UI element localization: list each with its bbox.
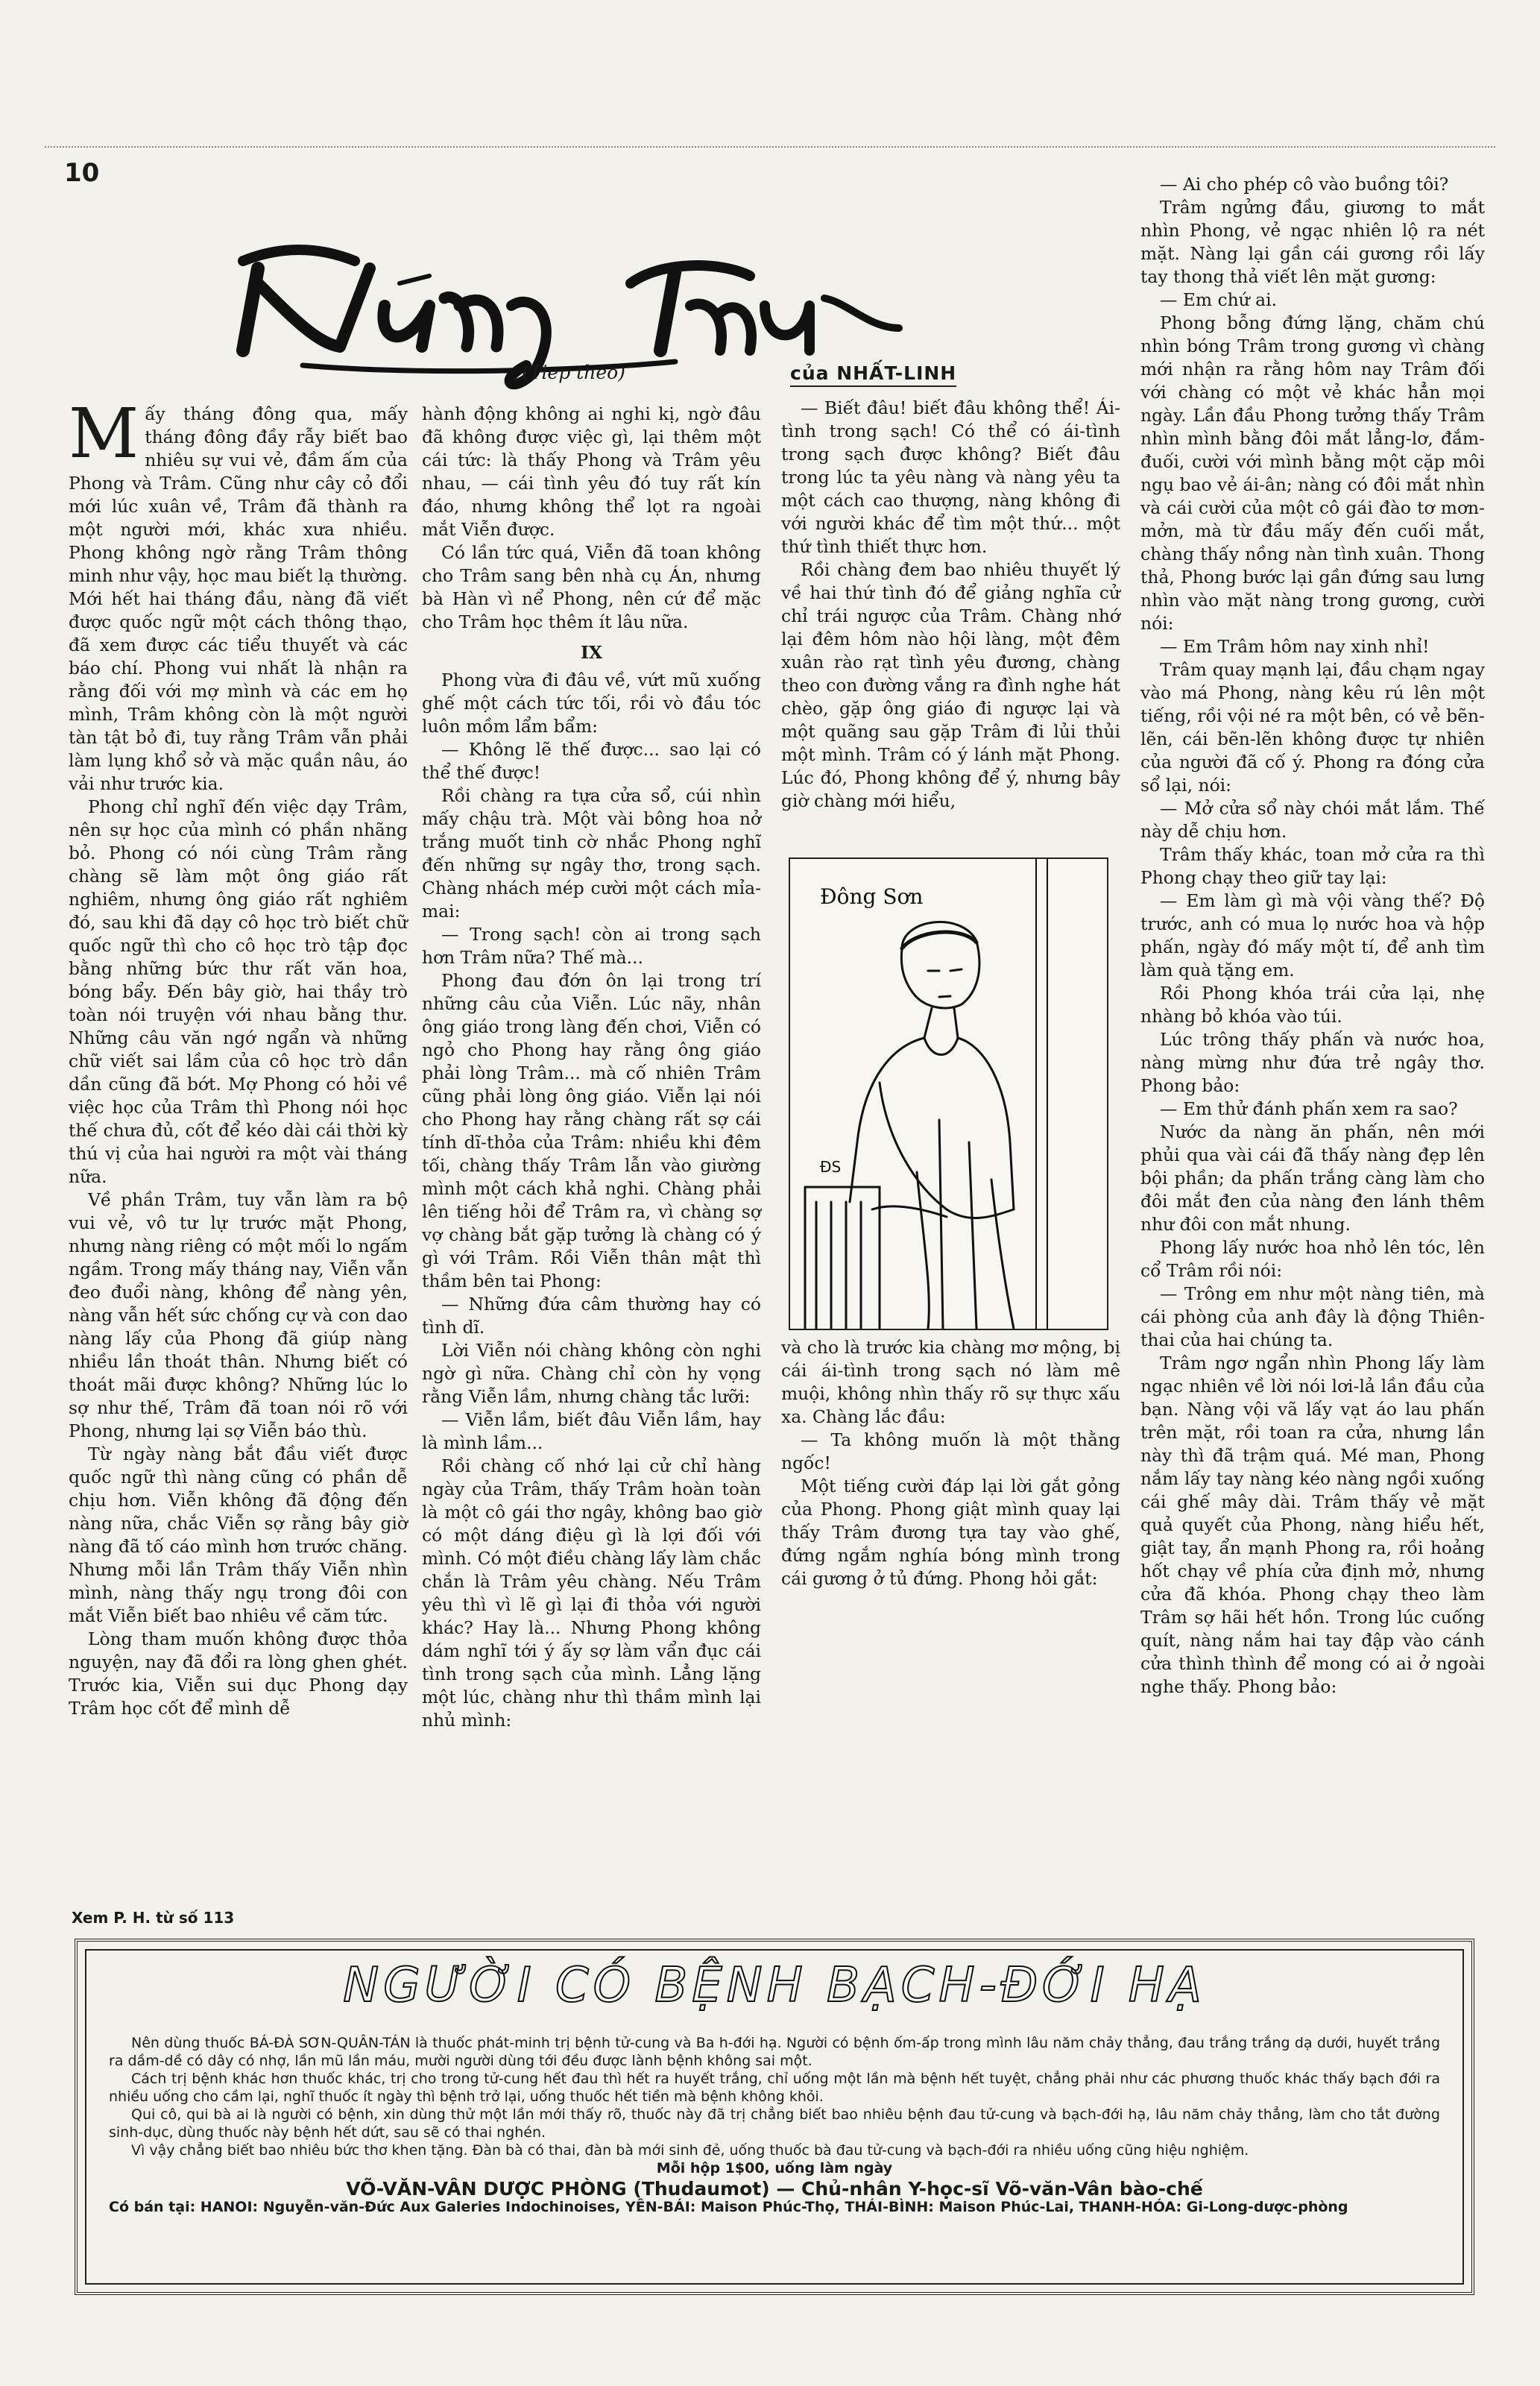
paragraph: Về phần Trâm, tuy vẫn làm ra bộ vui vẻ, vô tư lự trước mặt Phong, nhưng nàng riêng có một mối lo ngấm ngầm. Trong mấy tháng nay, Viễn vẫn đeo đuổi nàng, không để nàng yên, nàng vẫn hết sức chống cự và con dao nàng lấy của Phong đã giúp nàng nhiều lần thoát thân. Nhưng biết có thoát mãi được không? Những lúc lo sợ như thế, Trâm đã toan nói rõ với Phong, nhưng lại sợ Viễn báo thù. — [69, 1189, 408, 1441]
paragraph: Lời Viễn nói chàng không còn nghi ngờ gì nữa. Chàng chỉ còn hy vọng rằng Viễn lầm, nhưng chàng tắc lưỡi: — [422, 1340, 761, 1407]
paragraph: Có lần tức quá, Viễn đã toan không cho Trâm sang bên nhà cụ Án, nhưng bà Hàn vì nể Phong, nên cứ để mặc cho Trâm học thêm ít lâu nữa. — [422, 542, 761, 632]
advertisement-headline: NGƯỜI CÓ BỆNH BẠCH-ĐỚI HẠ — [343, 1958, 1206, 2013]
author-byline: của NHẤT-LINH — [790, 362, 956, 387]
ad-paragraph: Qui cô, qui bà ai là người có bệnh, xin dùng thử một lần mới thấy rõ, thuốc này đã trị chẳng biết bao nhiêu bệnh đau tử-cung và bạch-đới hạ, lâu năm chảy thẳng, làm cho tắt đường sinh-dục, dùng thuốc này bệnh hết dứt, sau sẽ có thai nghén. — [109, 2106, 1440, 2141]
paragraph: Rồi chàng đem bao nhiêu thuyết lý về hai thứ tình đó để giảng nghĩa cử chỉ trái ngược của Trâm. Chàng nhớ lại đêm hôm nào hội làng, một đêm xuân rào rạt tình yêu đương, chàng theo con đường vắng ra đình nghe hát chèo, gặp ông giáo đi ngược lại và một quãng sau gặp Trâm đi lủi thủi một mình. Trâm có ý lánh mặt Phong. Lúc đó, Phong không để ý, nhưng bây giờ chàng mới hiểu, — [781, 559, 1120, 811]
paragraph: — Ta không muốn là một thằng ngốc! — [781, 1429, 1120, 1473]
paragraph: — Em làm gì mà vội vàng thế? Độ trước, anh có mua lọ nước hoa và hộp phấn, ngày đó mấy một tí, để anh tìm làm quà tặng em. — [1140, 890, 1485, 980]
paragraph: Phong chỉ nghĩ đến việc dạy Trâm, nên sự học của mình có phần nhãng bỏ. Phong có nói cùng Trâm rằng chàng sẽ làm một ông giáo rất nghiêm, nhưng ông giáo rất nghiêm đó, sau khi đã dạy cô học trò biết chữ quốc ngữ thì cho cô học trò tập đọc bằng những bức thư rất văn hoa, bóng bẩy. Đến bây giờ, hai thầy trò toàn nói truyện với nhau bằng thư. Những câu văn ngớ ngẩn và những chữ viết sai lầm của cô học trò dần dần cũng đã bớt. Mợ Phong có hỏi về việc học của Trâm thì Phong nói học thế chưa đủ, cốt để kéo dài cái thời kỳ thú vị của hai người ra một vài tháng nữa. — [69, 796, 408, 1187]
paragraph: Từ ngày nàng bắt đầu viết được quốc ngữ thì nàng cũng có phần dễ chịu hơn. Viễn không đã động đến nàng nữa, chắc Viễn sợ rằng bây giờ nàng đã tố cáo mình hơn trước chăng. Nhưng mỗi lần Trâm thấy Viễn nhìn mình, nàng thấy ngụ trong đôi con mắt Viễn biết bao nhiêu về căm tức. — [69, 1444, 408, 1626]
article-column-4 — [1140, 173, 1485, 1699]
paragraph: Phong đau đớn ôn lại trong trí những câu của Viễn. Lúc nãy, nhân ông giáo trong làng đến chơi, Viễn có ngỏ cho Phong hay rằng ông giáo phải lòng Trâm... mà cố nhiên Trâm cũng phải lòng ông giáo. Viễn lại nói cho Phong hay rằng chàng rất sợ cái tính dĩ-thỏa của Trâm: nhiều khi đêm tối, chàng thấy Trâm lẫn vào giường mình một cách khả nghi. Chàng phải lên tiếng hỏi để Trâm ra, vì chàng sợ vợ chàng bắt gặp tưởng là chàng có ý gì với Trâm. Rồi Viễn thân mật thì thầm bên tai Phong: — [422, 970, 761, 1291]
ad-stockists: Có bán tại: HANOI: Nguyễn-văn-Đức Aux Galeries Indochinoises, YÊN-BÁI: Maison Phúc-Thọ, THÁI-BÌNH: Maison Phúc-Lai, THANH-HÓA: Gi-Long-dược-phòng — [109, 2199, 1348, 2215]
ad-company: VÕ-VĂN-VÂN DƯỢC PHÒNG (Thudaumot) — Chủ-nhân Y-học-sĩ Võ-văn-Vân bào-chế — [346, 2178, 1203, 2200]
see-previous-issue-note: Xem P. H. từ số 113 — [72, 1909, 235, 1927]
ad-paragraph: Nên dùng thuốc BÁ-ĐÀ SƠN-QUÂN-TÁN là thuốc phát-minh trị bệnh tử-cung và Ba h-đới hạ. Người có bệnh ốm-ấp trong mình lâu năm chảy thẳng, đau trắng trắng dạ dưới, huyết trắng ra dầm-dề có dây có nhợ, lần mũ lần máu, mười người dùng tới đều được lành bệnh không sai một. — [109, 2035, 1440, 2069]
page-number: 10 — [64, 158, 100, 188]
advertisement-box — [75, 1939, 1474, 2295]
paragraph: — Không lẽ thế được... sao lại có thể thế được! — [422, 739, 761, 783]
woman-drawing — [790, 859, 1107, 1329]
paragraph: Lúc trông thấy phấn và nước hoa, nàng mừng như đứa trẻ ngây thơ. Phong bảo: — [1140, 1029, 1485, 1096]
opening-paragraph — [69, 394, 408, 796]
paragraph: Phong lấy nước hoa nhỏ lên tóc, lên cổ Trâm rồi nói: — [1140, 1237, 1485, 1281]
paragraph: Trâm ngơ ngẩn nhìn Phong lấy làm ngạc nhiên về lời nói lơi-lả lần đầu của bạn. Nàng vội vã lấy vạt áo lau phấn trên mặt, rồi toan ra cửa, nhưng lần này thì đã trậm quá. Mé man, Phong nắm lấy tay nàng kéo nàng ngồi xuống cái ghế mây dài. Trâm thấy vẻ mặt quả quyết của Phong, nàng hiểu hết, giật tay, ẩn mạnh Phong ra, rồi hoảng hốt chạy về phía cửa định mở, nhưng cửa đã khóa. Phong chạy theo làm Trâm sợ hãi hết hồn. Trong lúc cuống quít, nàng nắm hai tay đập vào cánh cửa thình thình để mong có ai ở ngoài nghe thấy. Phong bảo: — [1140, 1353, 1485, 1697]
paragraph: — Em Trâm hôm nay xinh nhỉ! — [1160, 636, 1430, 657]
illustration-woman-mirror — [789, 857, 1108, 1330]
paragraph: hành động không ai nghi kị, ngờ đâu đã không được việc gì, lại thêm một cái tức: là thấy Phong và Trâm yêu nhau, — cái tình yêu đó tuy rất kín đáo, nhưng không thể lọt ra ngoài mắt Viễn được. — [422, 403, 761, 540]
article-column-3-top — [781, 397, 1120, 813]
paragraph: — Em chứ ai. — [1160, 289, 1278, 310]
paragraph: Nước da nàng ăn phấn, nên mới phủi qua vài cái đã thấy nàng đẹp lên bội phần; da phấn trắng càng làm cho đôi mắt đen của nàng đen lánh thêm như đôi con mắt nhung. — [1140, 1121, 1485, 1235]
article-column-1 — [69, 394, 408, 1720]
advertisement-body — [109, 2034, 1440, 2216]
ad-paragraph: Cách trị bệnh khác hơn thuốc khác, trị cho trong tử-cung hết đau thì hết ra huyết trắng, chỉ uống một lần mà bệnh hết tuyệt, chẳng phải như các phương thuốc khác thấy bạch đới ra nhiều uống cho cầm lại, nghĩ thuốc ít ngày thì bệnh trở lại, uống thuốc hết tiền mà bệnh không khỏi. — [109, 2071, 1440, 2105]
paragraph: Lòng tham muốn không được thỏa nguyện, nay đã đổi ra lòng ghen ghét. Trước kia, Viễn sui dục Phong dạy Trâm học cốt để mình dễ — [69, 1628, 408, 1719]
paragraph: — Biết đâu! biết đâu không thể! Ái-tình trong sạch! Có thể có ái-tình trong sạch được không? Biết đâu trong lúc ta yêu nàng và nàng yêu ta một cách cao thượng, nàng không đi với người khác để tìm một thứ... một thứ tình thiết thực hơn. — [781, 397, 1120, 557]
ad-paragraph: Vì vậy chẳng biết bao nhiêu bức thơ khen tặng. Đàn bà có thai, đàn bà mới sinh đẻ, uống thuốc bà đau tử-cung và bạch-đới ra nhiều uống cũng hiệu nghiệm. — [131, 2142, 1249, 2159]
paragraph: và cho là trước kia chàng mơ mộng, bị cái ái-tình trong sạch nó làm mê muội, không nhìn thấy rõ sự thực xấu xa. Chàng lắc đầu: — [781, 1337, 1120, 1427]
article-column-2 — [422, 403, 761, 1732]
paragraph: Trâm quay mạnh lại, đầu chạm ngay vào má Phong, nàng kêu rú lên một tiếng, rồi vội né ra một bên, có vẻ bẽn-lẽn, cái bẽn-lẽn không được tự nhiên của người đã cố ý. Phong ra đóng cửa sổ lại, nói: — [1140, 659, 1485, 796]
paragraph: Phong bỗng đứng lặng, chăm chú nhìn bóng Trâm trong gương vì chàng mới nhận ra rằng hôm nay Trâm đối với chàng có một vẻ khác hẳn mọi ngày. Lần đầu Phong tưởng thấy Trâm nhìn mình bằng đôi mắt lẳng-lơ, đắm-đuối, cười với mình bằng một cặp môi ngụ bao vẻ ái-ân; nàng có đôi mắt nhìn và cái cười của một cô gái đào tơ mơn-mởn, mà từ đầu mấy đến cuối mắt, chàng thấy nồng nàn tình xuân. Thong thả, Phong bước lại gần đứng sau lưng nhìn vào mặt nàng trong gương, cười nói: — [1140, 312, 1485, 634]
artist-signature: Đông Sơn — [820, 884, 924, 909]
paragraph: — Trong sạch! còn ai trong sạch hơn Trâm nữa? Thế mà... — [422, 924, 761, 968]
paragraph: — Những đứa câm thường hay có tình dĩ. — [422, 1294, 761, 1338]
paragraph: Rồi chàng cố nhớ lại cử chỉ hàng ngày của Trâm, thấy Trâm hoàn toàn là một cô gái thơ ngây, không bao giờ có một dáng điệu gì là lợi đối với mình. Có một điều chàng lấy làm chắc chắn là Trâm yêu chàng. Nếu Trâm yêu thì vì lẽ gì lại đi thỏa với người khác? Hay là... Nhưng Phong không dám nghĩ tới ý ấy sợ làm vẩn đục cái tình trong sạch của mình. Lẳng lặng một lúc, chàng như thì thầm mình lại nhủ mình: — [422, 1455, 761, 1731]
paragraph: — Trông em như một nàng tiên, mà cái phòng của anh đây là động Thiên-thai của hai chúng ta. — [1140, 1283, 1485, 1350]
paragraph: Rồi chàng ra tựa cửa sổ, cúi nhìn mấy chậu trà. Một vài bông hoa nở trắng muốt tinh cờ nhắc Phong nghĩ đến những sự ngây thơ, trong sạch. Chàng nhách mép cười một cách mỉa-mai: — [422, 785, 761, 922]
paragraph: — Em thử đánh phấn xem ra sao? — [1160, 1098, 1458, 1119]
advertisement-inner-frame — [85, 1949, 1464, 2285]
drop-cap: M — [69, 394, 139, 473]
paragraph-text: ấy tháng đông qua, mấy tháng đông đầy rẫy biết bao nhiêu sự vui vẻ, đầm ấm của Phong và Trâm. Cũng như cây cỏ đổi mới lúc xuân về, Trâm đã thành ra một người mới, khác xưa nhiều. Phong không ngờ rằng Trâm thông minh như vậy, học mau biết lạ thường. Mới hết hai tháng đầu, nàng đã viết được quốc ngữ một cách thông thạo, đã xem được các tiểu thuyết và các báo chí. Phong vui nhất là nhận ra rằng đối với mợ mình và các em họ mình, Trâm không còn là một người tàn tật bỏ đi, tuy rằng Trâm vẫn phải làm lụng khổ sở và mặc quần nâu, áo vải như trước kia. — [69, 403, 408, 794]
paragraph: Phong vừa đi đâu về, vứt mũ xuống ghế một cách tức tối, rồi vò đầu tóc luôn mồm lẩm bẩm: — [422, 670, 761, 737]
artist-monogram: ĐS — [820, 1158, 842, 1176]
ad-price: Mỗi hộp 1$00, uống làm ngày — [656, 2160, 893, 2176]
paragraph: Trâm thấy khác, toan mở cửa ra thì Phong chạy theo giữ tay lại: — [1140, 844, 1485, 888]
paragraph: Một tiếng cười đáp lại lời gắt gỏng của Phong. Phong giật mình quay lại thấy Trâm đương tựa tay vào ghế, đứng ngắm nghía bóng mình trong cái gương ở tủ đứng. Phong hỏi gắt: — [781, 1476, 1120, 1589]
continued-note: (Tiep theo) — [522, 362, 625, 383]
paragraph: — Viễn lầm, biết đâu Viễn lầm, hay là mình lầm... — [422, 1409, 761, 1453]
paragraph: Rồi Phong khóa trái cửa lại, nhẹ nhàng bỏ khóa vào túi. — [1140, 983, 1485, 1027]
paragraph: — Mở cửa sổ này chói mắt lắm. Thế này dễ chịu hơn. — [1140, 798, 1485, 842]
top-dotted-rule — [45, 146, 1495, 148]
section-heading: IX — [580, 642, 603, 663]
article-column-3-bottom — [781, 1336, 1120, 1590]
paragraph: — Ai cho phép cô vào buồng tôi? — [1160, 174, 1449, 195]
paragraph: Trâm ngửng đầu, giương to mắt nhìn Phong, vẻ ngạc nhiên lộ ra nét mặt. Nàng lại gần cái gương rồi lấy tay thong thả viết lên mặt gương: — [1140, 197, 1485, 287]
